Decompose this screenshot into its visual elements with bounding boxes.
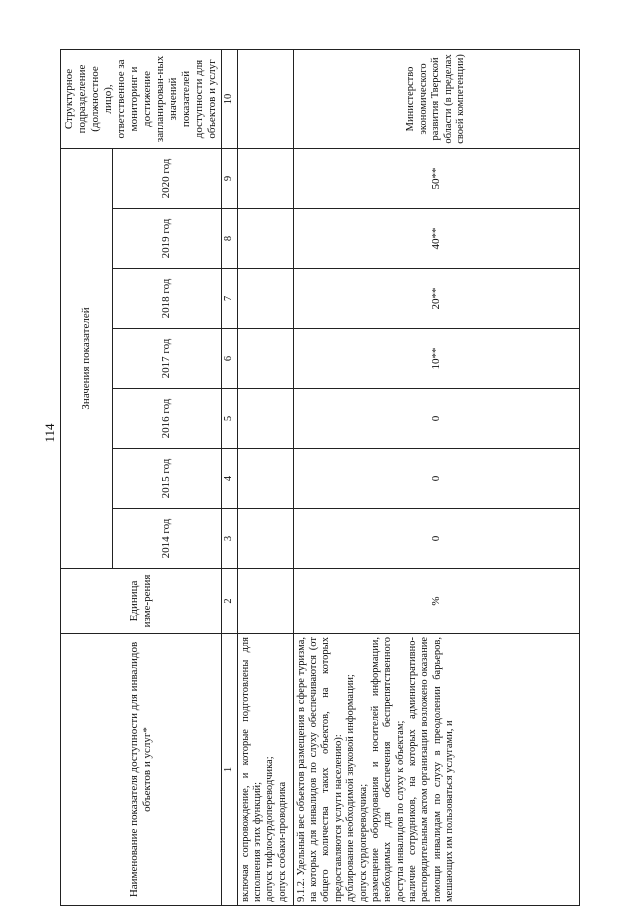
- header-year: 2020 год: [113, 148, 222, 208]
- header-responsible: Структурное подразделение (должностное лицо), ответственное за мониторинг и достижение запланирован-ных значений показателей доступности для объектов и услуг: [61, 49, 222, 148]
- empty-cell: [237, 209, 293, 269]
- indicators-table: [60, 49, 580, 906]
- empty-cell: [237, 509, 293, 569]
- empty-cell: [237, 569, 293, 634]
- column-number: 3: [221, 509, 237, 569]
- row-912-value: 10**: [293, 329, 579, 389]
- empty-cell: [237, 389, 293, 449]
- row-line: дублирование необходимой звуковой информации;: [345, 674, 357, 902]
- row-line: допуск сурдопереводчика;: [357, 783, 369, 902]
- column-number: 9: [221, 148, 237, 208]
- column-number: 4: [221, 449, 237, 509]
- row-912-unit: %: [293, 569, 579, 634]
- row-line: включая сопровождение, и которые подготовлены для исполнения этих функций;: [239, 637, 263, 902]
- row-line: 9.1.2. Удельный вес объектов размещения в сфере туризма, на которых для инвалидов по слуху обеспечиваются (от общего количества таких объектов, на которых предоставляются услуги населению):: [295, 637, 344, 902]
- column-number: 2: [221, 569, 237, 634]
- header-year: 2018 год: [113, 269, 222, 329]
- empty-cell: [237, 329, 293, 389]
- header-values-group: Значения показателей: [61, 148, 113, 568]
- row-912-value: 0: [293, 449, 579, 509]
- row-line: допуск собаки-проводника: [276, 781, 288, 902]
- empty-cell: [237, 269, 293, 329]
- column-number: 1: [221, 634, 237, 906]
- header-name: Наименование показателя доступности для инвалидов объектов и услуг*: [61, 634, 222, 906]
- header-year: 2016 год: [113, 389, 222, 449]
- header-unit: Единица изме-рения: [61, 569, 222, 634]
- row-912-value: 40**: [293, 209, 579, 269]
- column-number: 6: [221, 329, 237, 389]
- header-year: 2017 год: [113, 329, 222, 389]
- header-year: 2015 год: [113, 449, 222, 509]
- row-line: размещение оборудования и носителей информации, необходимых для обеспечения беспрепятственного доступа инвалидов по слуху к объектам;: [369, 637, 406, 902]
- row-912-responsible: Министерство экономического развития Тверской области (в пределах своей компетенции): [293, 49, 579, 148]
- row-line: допуск тифлосурдопереводчика;: [264, 756, 276, 902]
- empty-cell: [237, 49, 293, 148]
- header-year: 2019 год: [113, 209, 222, 269]
- column-number: 7: [221, 269, 237, 329]
- column-number: 5: [221, 389, 237, 449]
- header-year: 2014 год: [113, 509, 222, 569]
- row-912-value: 0: [293, 509, 579, 569]
- row-912-description: [293, 634, 579, 906]
- row-912-value: 50**: [293, 148, 579, 208]
- row-continued-description: [237, 634, 293, 906]
- empty-cell: [237, 148, 293, 208]
- column-number: 10: [221, 49, 237, 148]
- page-number: 114: [42, 423, 57, 443]
- row-line: наличие сотрудников, на которых административно-распорядительным актом организации возложено оказание помощи инвалидам по слуху в преодолении барьеров, мешающих им пользоваться услугами, и: [407, 637, 456, 902]
- row-912-value: 0: [293, 389, 579, 449]
- row-912-value: 20**: [293, 269, 579, 329]
- rotated-table-container: [60, 50, 580, 906]
- column-number: 8: [221, 209, 237, 269]
- empty-cell: [237, 449, 293, 509]
